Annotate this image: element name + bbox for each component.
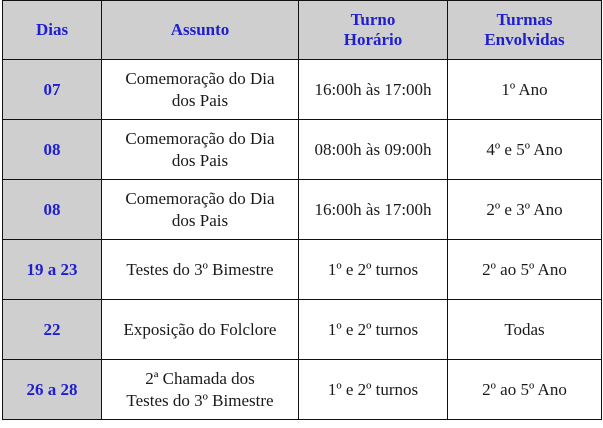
- table-row: [3, 240, 602, 300]
- cell-turmas: 2º e 3º Ano: [448, 180, 602, 240]
- cell-turno: 1º e 2º turnos: [299, 240, 448, 300]
- cell-assunto-line2: dos Pais: [171, 150, 229, 170]
- header-assunto: Assunto: [102, 1, 299, 60]
- cell-assunto: [102, 240, 299, 300]
- cell-turmas: 2º ao 5º Ano: [448, 240, 602, 300]
- header-turmas-envolvidas: [448, 1, 602, 60]
- cell-turmas: 4º e 5º Ano: [448, 120, 602, 180]
- cell-assunto-line2: dos Pais: [171, 90, 229, 110]
- header-turno-horario: [299, 1, 448, 60]
- cell-assunto: [102, 180, 299, 240]
- cell-turno: 1º e 2º turnos: [299, 300, 448, 360]
- header-turno-line1: Turno: [350, 10, 396, 29]
- table-row: [3, 180, 602, 240]
- table-row: [3, 360, 602, 420]
- cell-assunto-line1: 2ª Chamada dos: [145, 368, 255, 388]
- cell-dias: 08: [3, 180, 102, 240]
- cell-turno: 08:00h às 09:00h: [299, 120, 448, 180]
- cell-turmas: Todas: [448, 300, 602, 360]
- cell-assunto-line1: Exposição do Folclore: [123, 319, 277, 339]
- cell-turmas: 1º Ano: [448, 60, 602, 120]
- cell-dias: 26 a 28: [3, 360, 102, 420]
- header-turno-line2: Horário: [343, 30, 403, 49]
- cell-turno: 16:00h às 17:00h: [299, 180, 448, 240]
- cell-assunto: [102, 120, 299, 180]
- cell-assunto-line1: Comemoração do Dia: [125, 188, 275, 208]
- cell-assunto: [102, 300, 299, 360]
- table-row: [3, 300, 602, 360]
- cell-dias: 08: [3, 120, 102, 180]
- header-turmas-line1: Turmas: [496, 10, 553, 29]
- cell-dias: 07: [3, 60, 102, 120]
- cell-assunto-line2: Testes do 3º Bimestre: [126, 390, 274, 410]
- table-row: [3, 120, 602, 180]
- cell-assunto: [102, 60, 299, 120]
- cell-assunto-line1: Comemoração do Dia: [125, 68, 275, 88]
- schedule-table: [2, 0, 602, 420]
- cell-dias: 19 a 23: [3, 240, 102, 300]
- table-header-row: [3, 1, 602, 60]
- cell-assunto-line1: Comemoração do Dia: [125, 128, 275, 148]
- header-turmas-line2: Envolvidas: [484, 30, 565, 49]
- cell-assunto-line2: dos Pais: [171, 210, 229, 230]
- cell-assunto: [102, 360, 299, 420]
- cell-turmas: 2º ao 5º Ano: [448, 360, 602, 420]
- cell-dias: 22: [3, 300, 102, 360]
- cell-turno: 16:00h às 17:00h: [299, 60, 448, 120]
- table-row: [3, 60, 602, 120]
- header-dias: Dias: [3, 1, 102, 60]
- cell-turno: 1º e 2º turnos: [299, 360, 448, 420]
- cell-assunto-line1: Testes do 3º Bimestre: [126, 259, 274, 279]
